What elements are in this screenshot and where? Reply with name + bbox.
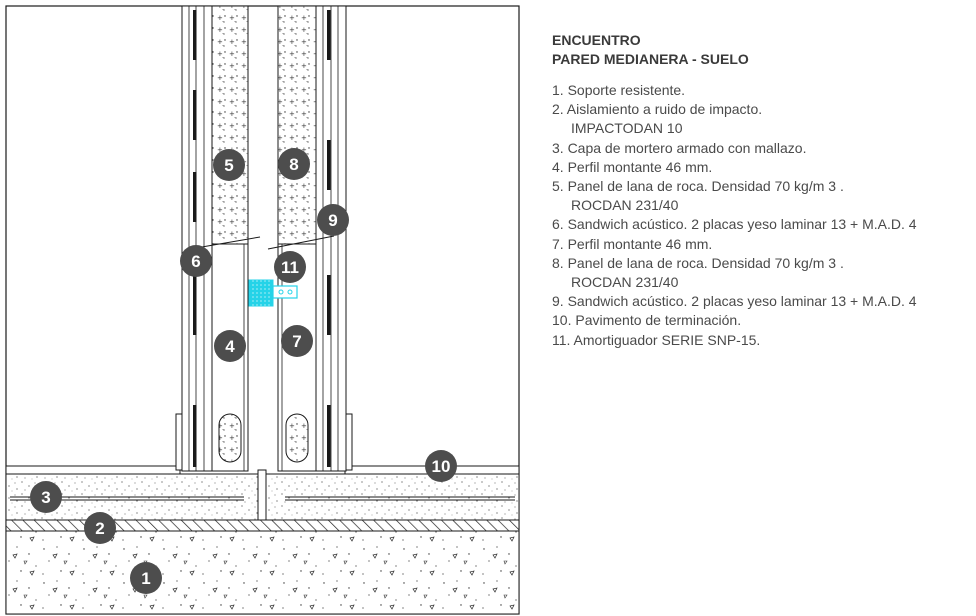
badge-3: [30, 481, 62, 513]
badge-6: [180, 245, 212, 277]
legend-item-7: 7. Perfil montante 46 mm.: [552, 235, 713, 252]
legend-item-4: 4. Perfil montante 46 mm.: [552, 158, 713, 175]
badge-1: [130, 562, 162, 594]
legend-list: [552, 81, 972, 350]
svg-text:1: 1: [141, 569, 151, 588]
badge-10: [425, 450, 457, 482]
svg-text:10: 10: [431, 457, 451, 476]
badge-9: [317, 204, 349, 236]
legend-item-8: 8. Panel de lana de roca. Densidad 70 kg/m 3 . ROCDAN 231/40: [552, 254, 844, 291]
perimeter-joint: [258, 470, 266, 520]
badge-8: [278, 148, 310, 180]
impact-insulation: [6, 520, 519, 531]
rockwool-right: [278, 6, 316, 244]
legend-item-2: 2. Aislamiento a ruido de impacto. IMPACTODAN 10: [552, 101, 763, 137]
legend-title-line2: PARED MEDIANERA - SUELO: [552, 51, 749, 67]
rockwool-left: [212, 6, 248, 244]
svg-text:9: 9: [328, 211, 338, 230]
badge-7: [281, 325, 313, 357]
badge-4: [214, 330, 246, 362]
legend-item-9: 9. Sandwich acústico. 2 placas yeso laminar 13 + M.A.D. 4: [552, 293, 917, 310]
svg-text:11: 11: [281, 258, 299, 277]
legend-title-line1: ENCUENTRO: [552, 32, 641, 48]
legend-item-5: 5. Panel de lana de roca. Densidad 70 kg/m 3 . ROCDAN 231/40: [552, 178, 844, 214]
legend-panel: [552, 31, 972, 350]
badge-5: [213, 149, 245, 181]
legend-item-6: 6. Sandwich acústico. 2 placas yeso laminar 13 + M.A.D. 4: [552, 216, 917, 233]
svg-text:4: 4: [225, 337, 235, 356]
floor-finish-left: [6, 466, 180, 474]
svg-text:5: 5: [224, 156, 234, 175]
svg-text:7: 7: [292, 332, 302, 351]
legend-item-11: 11. Amortiguador SERIE SNP-15.: [552, 331, 761, 348]
badge-11: [274, 251, 306, 283]
legend-item-3: 3. Capa de mortero armado con mallazo.: [552, 139, 807, 156]
legend-item-10: 10. Pavimento de terminación.: [552, 312, 742, 329]
svg-text:6: 6: [191, 252, 201, 271]
acoustic-sandwich-left: [182, 6, 212, 471]
svg-text:3: 3: [41, 488, 51, 507]
legend-item-1: 1. Soporte resistente.: [552, 82, 686, 98]
support-slab: [6, 531, 519, 614]
svg-text:2: 2: [95, 519, 105, 538]
badge-2: [84, 512, 116, 544]
svg-text:8: 8: [289, 155, 299, 174]
